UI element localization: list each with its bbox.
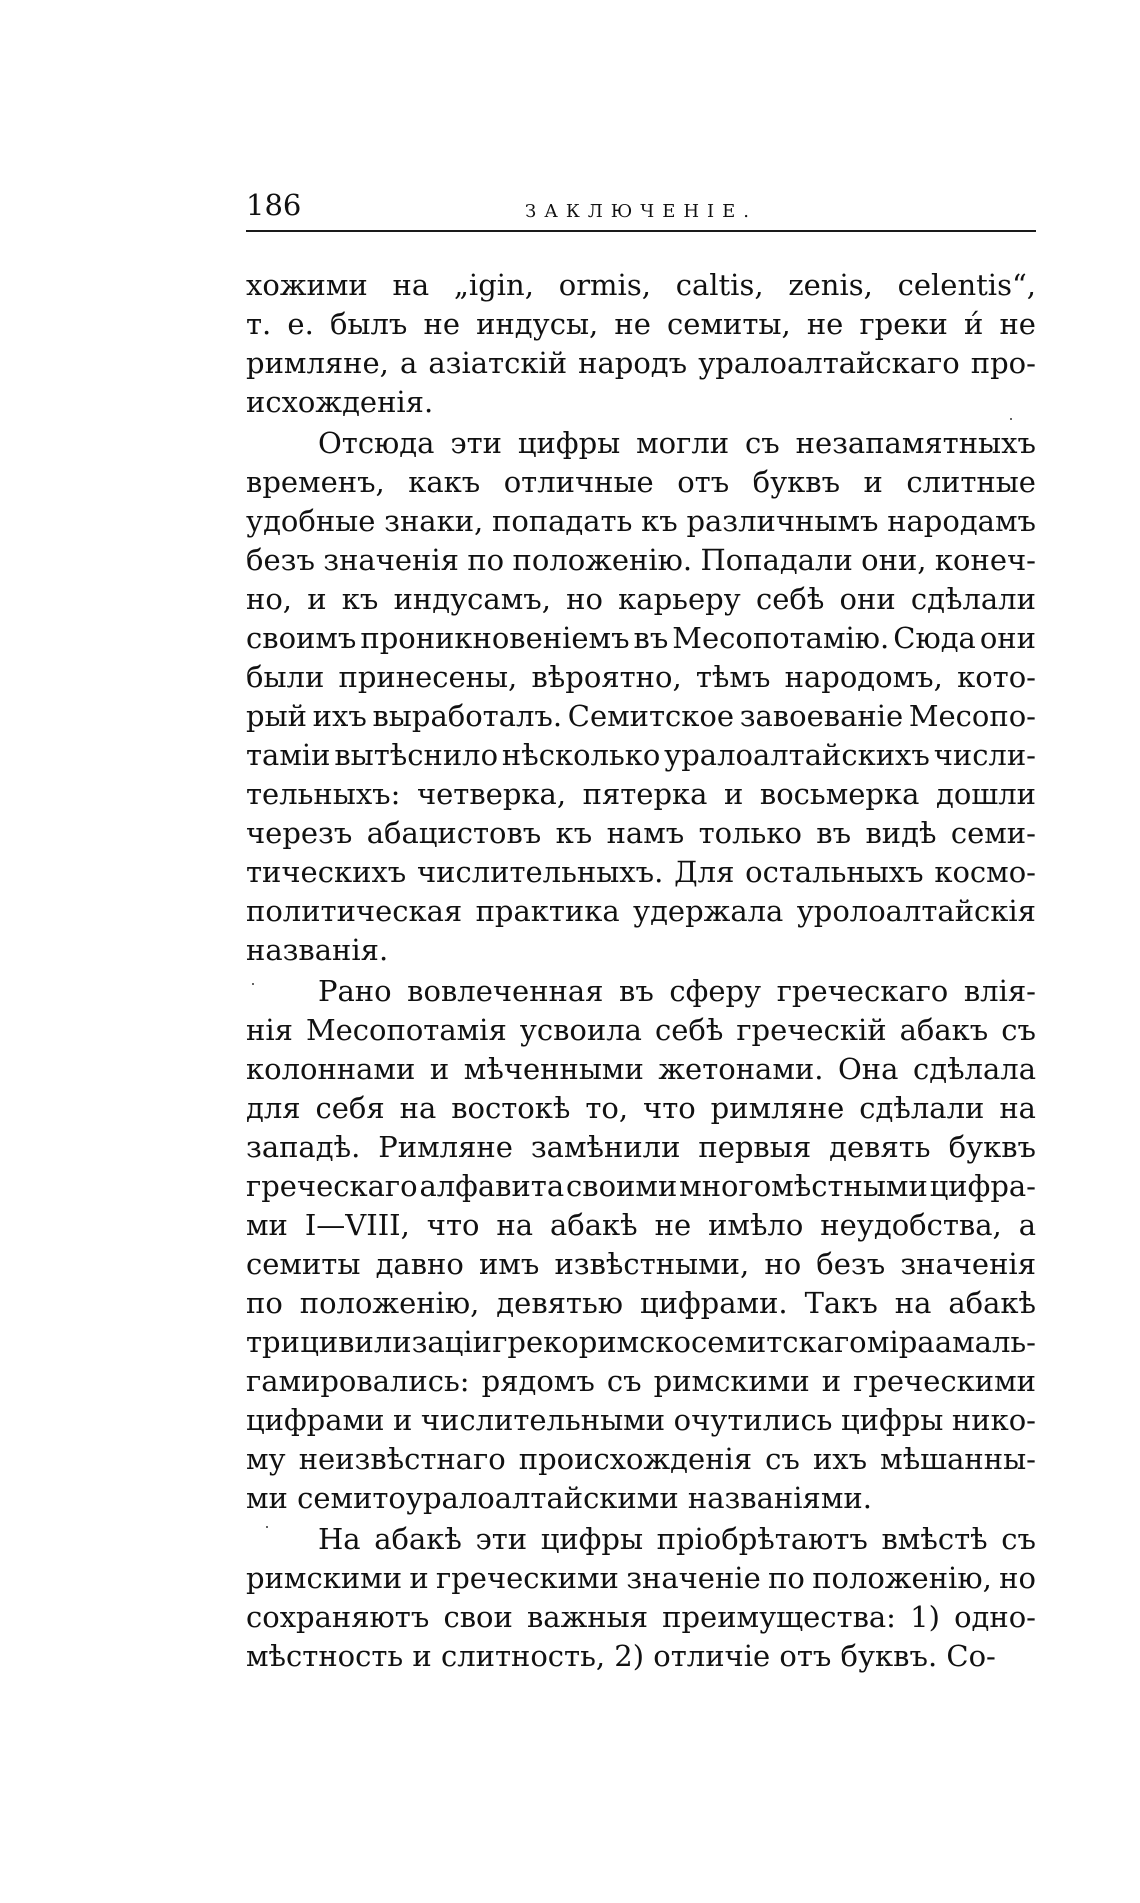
word: они, [861,543,927,577]
word: Отсюда [318,426,435,460]
word: былъ [329,307,408,341]
word: caltis, [675,268,764,302]
word: азіатскій [428,346,568,380]
word: политическая [246,894,463,928]
word: усвоила [519,1013,642,1047]
text-line [246,1362,1036,1401]
word: не [999,307,1036,341]
word: положенію, [812,1561,992,1595]
text-line: исхожденія. [246,385,434,419]
word: нѣсколько [501,738,661,772]
word: по [467,543,505,577]
word: грекоримскосемитскаго [492,1325,867,1359]
word: временъ, [246,465,385,499]
word: завоеваніе [739,699,904,733]
word: рый [246,699,307,733]
word: мѣшанны- [880,1442,1036,1476]
text-line [246,1089,1036,1128]
word: только [698,816,802,850]
word: отъ [677,465,730,499]
word: преимущества: [662,1600,896,1634]
word: Месопо- [908,699,1036,733]
paragraph [246,1520,1036,1676]
text-line [246,1167,1036,1206]
word: что [643,1091,696,1125]
word: конеч- [934,543,1036,577]
word: неудобства, [820,1208,1002,1242]
word: но [764,1247,802,1281]
word: 1) [910,1600,940,1634]
word: девятью [496,1286,624,1320]
word: сферу [669,974,762,1008]
body-text [246,266,1036,1678]
word: цифрами. [639,1286,788,1320]
word: рядомъ [481,1364,595,1398]
text-line [246,736,1036,775]
word: вытѣснило [334,738,499,772]
word: амаль- [934,1325,1036,1359]
word: востокѣ [451,1091,571,1125]
word: въ [816,816,852,850]
word: важныя [526,1600,648,1634]
word: буквъ [948,1130,1036,1164]
word: по [768,1561,805,1595]
word: уралоалтайскихъ [664,738,930,772]
word: про- [970,346,1036,380]
word: безъ [816,1247,886,1281]
word: на [496,1208,534,1242]
word: себѣ [654,1013,724,1047]
word: буквъ [752,465,841,499]
word: тѣмъ [695,660,771,694]
word: неизвѣстнаго [298,1442,506,1476]
text-line [246,892,1036,931]
word: міра [866,1325,935,1359]
word: не [654,1208,692,1242]
print-speck [252,983,254,985]
text-line [246,1011,1036,1050]
word: семиты [246,1247,361,1281]
text-line [246,619,1036,658]
word: цивилизаціи [300,1325,492,1359]
word: греки [859,307,948,341]
word: себя [315,1091,385,1125]
word: девять [829,1130,931,1164]
text-line [246,344,1036,383]
running-head: ЗАКЛЮЧЕНІЕ. [525,201,757,222]
word: выработалъ. [372,699,563,733]
word: жетонами. [658,1052,824,1086]
text-line [246,814,1036,853]
word: числительныхъ. [416,855,664,889]
word: что [426,1208,480,1242]
word: вмѣстѣ [881,1522,988,1556]
word: видѣ [865,816,937,850]
word: карьеру [618,582,741,616]
word: му [246,1442,286,1476]
word: celentis“, [897,268,1036,302]
word: на [399,1091,437,1125]
word: но, [246,582,293,616]
word: мѣченными [463,1052,644,1086]
word: а [399,346,418,380]
word: Семитское [567,699,735,733]
word: гамировались: [246,1364,470,1398]
word: съ [765,1442,800,1476]
word: попадать [492,504,633,538]
word: безъ [246,543,315,577]
word: греческими [436,1561,619,1595]
word: то, [585,1091,629,1125]
word: сдѣлала [912,1052,1036,1086]
word: замѣнили [530,1130,681,1164]
word: эти [450,426,502,460]
word: въ [633,621,669,655]
word: цифры [517,426,621,460]
word: греческій [736,1013,887,1047]
word: нія [246,1013,293,1047]
word: уралоалтайскаго [698,346,960,380]
word: остальныхъ [745,855,924,889]
word: сдѣлали [910,582,1036,616]
text-line [246,658,1036,697]
word: индусамъ, [393,582,551,616]
word: восьмерка [759,777,920,811]
word: Для [674,855,735,889]
word: греческаго [246,1169,418,1203]
word: абакѣ [374,1522,462,1556]
word: индусы, [476,307,599,341]
word: съ [1001,1013,1036,1047]
word: римскими [653,1364,810,1398]
word: вовлеченная [407,974,604,1008]
word: цифрами [246,1403,385,1437]
word: и [307,582,327,616]
word: они [839,582,896,616]
word: и [392,1403,413,1437]
print-speck [1010,418,1012,420]
word: числительными [420,1403,666,1437]
word: абакѣ [550,1208,638,1242]
word: намъ [606,816,685,850]
text-line [246,1128,1036,1167]
word: Попадали [700,543,853,577]
text-line [246,463,1036,502]
text-line [246,580,1036,619]
word: для [246,1091,301,1125]
word: значеніе [626,1561,761,1595]
word: западѣ. [246,1130,361,1164]
word: числи- [933,738,1036,772]
text-line [246,853,1036,892]
text-line [246,1050,1036,1089]
word: греческими [853,1364,1036,1398]
page-number: 186 [246,188,302,222]
word: пятерка [582,777,708,811]
word: проникновеніемъ [360,621,630,655]
word: первыя [698,1130,812,1164]
text-line [246,1440,1036,1479]
word: эти [475,1522,528,1556]
word: Она [838,1052,899,1086]
word: съ [1001,1522,1036,1556]
word: давно [375,1247,464,1281]
word: но [999,1561,1036,1595]
word: практика [475,894,620,928]
word: цифры [841,1403,944,1437]
word: цифры [540,1522,644,1556]
word: принесены, [338,660,518,694]
text-line [246,1245,1036,1284]
word: абакъ [899,1013,989,1047]
word: на [392,268,430,302]
word: алфавита [419,1169,565,1203]
word: могли [636,426,730,460]
word: положенію. [512,543,693,577]
word: колоннами [246,1052,416,1086]
word: народамъ [887,504,1036,538]
text-line [246,1520,1036,1559]
word: по [246,1286,283,1320]
word: къ [641,504,678,538]
word: а [1018,1208,1036,1242]
word: тическихъ [246,855,407,889]
word: Месопотамія [305,1013,507,1047]
word: свои [443,1600,513,1634]
word: слитные [906,465,1036,499]
word: Такъ [804,1286,878,1320]
print-speck [266,1526,268,1528]
word: уролоалтайскія [796,894,1036,928]
word: Сюда [893,621,976,655]
text-line [246,1598,1036,1637]
word: вѣроятно, [531,660,682,694]
text-line [246,502,1036,541]
word: римляне [710,1091,845,1125]
word: своими [566,1169,678,1203]
word: т. [246,307,272,341]
word: ormis, [558,268,651,302]
text-line [246,1401,1036,1440]
word: На [318,1522,361,1556]
word: съ [606,1364,642,1398]
word: абакѣ [948,1286,1036,1320]
word: четверка, [416,777,567,811]
word: и [429,1052,450,1086]
word: космо- [934,855,1036,889]
word: семи- [950,816,1036,850]
word: zenis, [788,268,873,302]
word: имѣло [708,1208,804,1242]
word: различнымъ [686,504,879,538]
word: происхожденія [518,1442,753,1476]
word: какъ [408,465,481,499]
word: Рано [318,974,392,1008]
word: хожими [246,268,368,302]
text-line [246,1206,1036,1245]
word: семиты, [667,307,791,341]
text-line [246,424,1036,463]
word: Месопотамію. [672,621,890,655]
text-line [246,266,1036,305]
word: на [999,1091,1036,1125]
word: греческаго [776,974,949,1008]
text-line: мѣстность и слитность, 2) отличіе отъ буквъ. Со- [246,1639,996,1673]
word: съ [745,426,780,460]
word: извѣстными, [554,1247,750,1281]
word: пріобрѣтаютъ [656,1522,868,1556]
word: не [614,307,651,341]
word: знаки, [384,504,484,538]
word: ихъ [812,1442,868,1476]
word: многомѣстными [679,1169,928,1203]
text-line [246,775,1036,814]
word: и́ [963,307,984,341]
word: отличные [503,465,654,499]
word: кото- [957,660,1036,694]
word: цифра- [929,1169,1036,1203]
word: были [246,660,325,694]
page-header [246,186,1036,232]
word: ихъ [312,699,367,733]
word: е. [287,307,314,341]
text-line [246,305,1036,344]
word: и [863,465,883,499]
word: значенія [900,1247,1036,1281]
word: таміи [246,738,331,772]
text-line: ми семитоуралоалтайскими названіями. [246,1481,872,1515]
word: къ [555,816,593,850]
word: они [979,621,1036,655]
paragraph [246,266,1036,422]
word: но [566,582,603,616]
word: къ [341,582,379,616]
word: I—VIII, [304,1208,410,1242]
word: Римляне [378,1130,513,1164]
word: абацистовъ [366,816,542,850]
word: дошли [935,777,1036,811]
word: нико- [951,1403,1036,1437]
word: имъ [478,1247,540,1281]
paragraph [246,424,1036,970]
word: тельныхъ: [246,777,401,811]
word: положенію, [299,1286,480,1320]
word: не [423,307,460,341]
word: „igin, [453,268,534,302]
word: не [806,307,844,341]
word: одно- [954,1600,1036,1634]
word: незапамятныхъ [795,426,1036,460]
word: удержала [633,894,784,928]
word: римскими [246,1561,403,1595]
word: римляне, [246,346,389,380]
word: три [246,1325,300,1359]
word: себѣ [755,582,825,616]
word: значенія [323,543,459,577]
word: влія- [963,974,1036,1008]
word: народомъ, [784,660,943,694]
paragraph [246,972,1036,1518]
text-line [246,972,1036,1011]
word: сохраняютъ [246,1600,430,1634]
text-line [246,1559,1036,1598]
word: и [723,777,744,811]
word: черезъ [246,816,353,850]
text-line: названія. [246,933,389,967]
word: народъ [578,346,688,380]
word: сдѣлали [859,1091,985,1125]
word: и [821,1364,842,1398]
word: своимъ [246,621,357,655]
word: удобные [246,504,376,538]
word: ми [246,1208,288,1242]
word: очутились [673,1403,833,1437]
text-line [246,1284,1036,1323]
text-line [246,1323,1036,1362]
text-line [246,697,1036,736]
word: и [409,1561,429,1595]
word: на [894,1286,932,1320]
text-line [246,541,1036,580]
word: въ [619,974,654,1008]
